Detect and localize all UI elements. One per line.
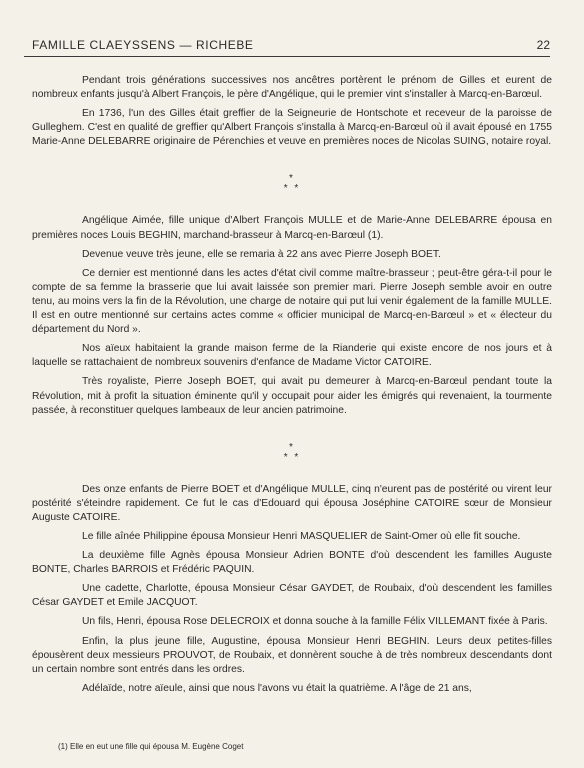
page-number: 22 bbox=[536, 38, 550, 52]
separator-stars-bottom: * * bbox=[283, 183, 301, 195]
separator-star-top: * bbox=[289, 441, 295, 453]
page-body bbox=[32, 74, 552, 701]
body-paragraph: Pendant trois générations successives nos ancêtres portèrent le prénom de Gilles et eurent de nombreux enfants jusqu'à Albert François, le père d'Angélique, qui le premier vint s'installer à Marcq-en-Barœul. bbox=[32, 75, 552, 101]
body-paragraph: Le fille aînée Philippine épousa Monsieur Henri MASQUELIER de Saint-Omer où elle fit souche. bbox=[82, 530, 521, 542]
body-paragraph: Enfin, la plus jeune fille, Augustine, épousa Monsieur Henri BEGHIN. Leurs deux petites-filles épousèrent deux messieurs PROUVOT, de Roubaix, et donnèrent souche à de très nombreux descendants dont un certain nombre sont entrés dans les ordres. bbox=[32, 635, 552, 675]
body-paragraph: Très royaliste, Pierre Joseph BOET, qui avait pu demeurer à Marcq-en-Barœul pendant toute la Révolution, mit à profit la situation éminente qu'il y occupait pour aider les émigrés qui revenaient, la tourmente passée, à reconstituer quelques lambeaux de leur ancien patrimoine. bbox=[32, 376, 552, 416]
body-paragraph: Adélaïde, notre aïeule, ainsi que nous l'avons vu était la quatrième. A l'âge de 21 ans, bbox=[82, 682, 472, 694]
separator-stars-bottom: * * bbox=[283, 451, 301, 463]
header-rule bbox=[24, 56, 550, 57]
body-paragraph: La deuxième fille Agnès épousa Monsieur Adrien BONTE d'où descendent les familles Auguste BONTE, Charles BARROIS et Frédéric PAQUIN. bbox=[32, 550, 552, 576]
body-paragraph: En 1736, l'un des Gilles était greffier de la Seigneurie de Hontschote et receveur de la paroisse de Gulleghem. C'est en qualité de greffier qu'Albert François s'installa à Marcq-en-Barœul où il avait épousé en 1755 Marie-Anne DELEBARRE originaire de Pérenchies et veuve en premières noces de Nicolas SUING, notaire royal. bbox=[32, 108, 552, 148]
body-paragraph: Devenue veuve très jeune, elle se remaria à 22 ans avec Pierre Joseph BOET. bbox=[82, 248, 441, 260]
footnote: (1) Elle en eut une fille qui épousa M. Eugène Coget bbox=[58, 742, 244, 751]
body-paragraph: Nos aïeux habitaient la grande maison ferme de la Rianderie qui existe encore de nos jours et à laquelle se rattachaient de nombreux souvenirs d'enfance de Madame Victor CATOIRE. bbox=[32, 343, 552, 369]
running-title: FAMILLE CLAEYSSENS — RICHEBE bbox=[32, 38, 254, 52]
body-paragraph: Ce dernier est mentionné dans les actes d'état civil comme maître-brasseur ; peut-être géra-t-il pour le compte de sa femme la brasserie que lui avait laissée son premier mari. Pierre Joseph semble avoir en outre tenu, au moins vers la fin de la Révolution, une charge de notaire qui put lui venir également de la famille MULLE. Il est en outre mentionné sur certains actes comme « officier municipal de Marcq-en-Barœul » et « électeur du département du Nord ». bbox=[32, 267, 552, 336]
separator-star-top: * bbox=[289, 173, 295, 185]
section-separator bbox=[32, 443, 552, 463]
page-header bbox=[24, 38, 550, 52]
body-paragraph: Des onze enfants de Pierre BOET et d'Angélique MULLE, cinq n'eurent pas de postérité ou virent leur postérité s'éteindre rapidement. Ce fut le cas d'Edouard qui épousa Joséphine CATOIRE sœur de Monsieur Auguste CATOIRE. bbox=[32, 483, 552, 523]
section-separator bbox=[32, 174, 552, 194]
body-paragraph: Un fils, Henri, épousa Rose DELECROIX et donna souche à la famille Félix VILLEMANT fixée à Paris. bbox=[82, 616, 548, 628]
body-paragraph: Angélique Aimée, fille unique d'Albert François MULLE et de Marie-Anne DELEBARRE épousa en premières noces Louis BEGHIN, marchand-brasseur à Marcq-en-Barœul (1). bbox=[32, 215, 552, 241]
body-paragraph: Une cadette, Charlotte, épousa Monsieur César GAYDET, de Roubaix, d'où descendent les familles César GAYDET et Emile JACQUOT. bbox=[32, 583, 552, 609]
